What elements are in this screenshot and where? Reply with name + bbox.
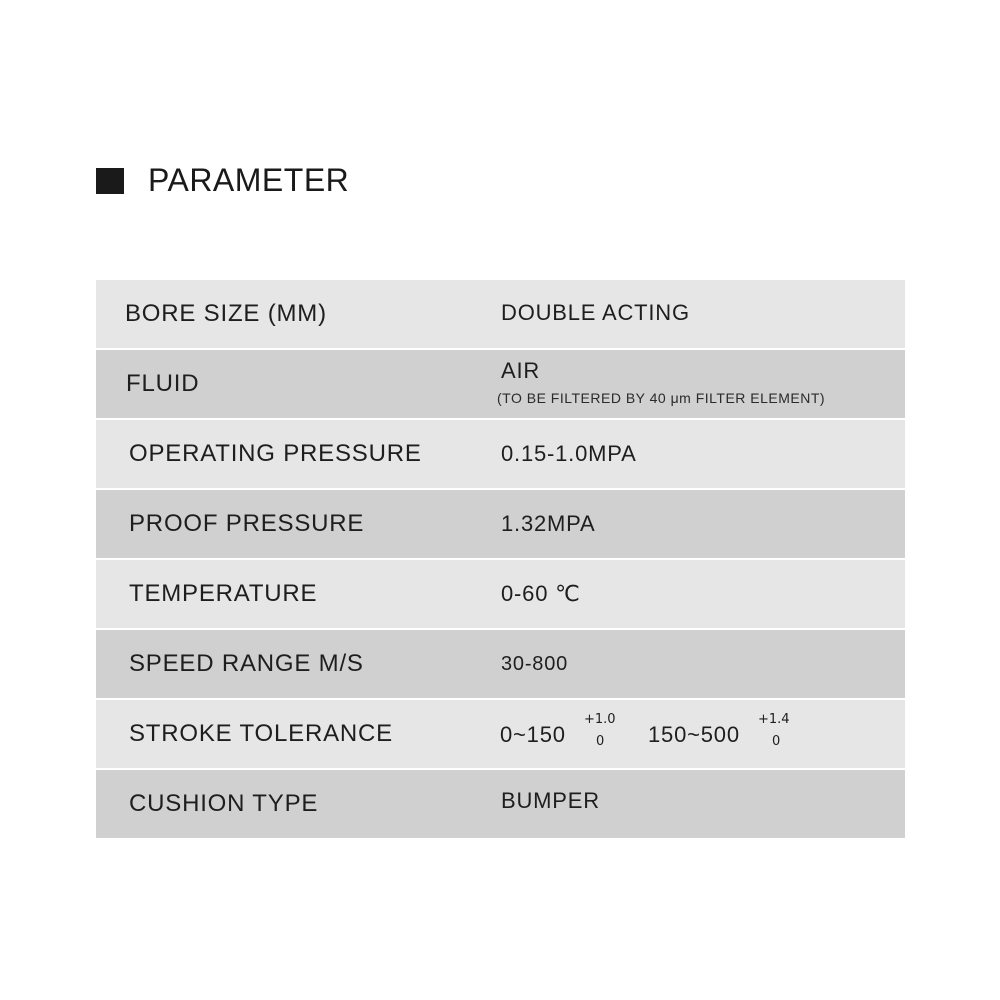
table-row: [96, 420, 905, 490]
row-value: 0.15-1.0MPA: [501, 441, 637, 466]
row-value: DOUBLE ACTING: [501, 300, 690, 325]
row-label: PROOF PRESSURE: [129, 510, 365, 537]
section-title: PARAMETER: [148, 162, 350, 198]
table-row: [96, 630, 905, 700]
section-heading: [96, 162, 349, 199]
row-note: (TO BE FILTERED BY 40 μm FILTER ELEMENT): [497, 390, 826, 406]
row-label: CUSHION TYPE: [129, 790, 319, 817]
black-square-icon: [96, 168, 124, 194]
tolerance-range: 150~500: [648, 722, 740, 747]
table-row: [96, 770, 905, 840]
table-row: [96, 560, 905, 630]
row-value: AIR: [501, 358, 541, 383]
table-row: [96, 280, 905, 350]
tolerance-lower: 0: [772, 734, 781, 749]
row-label: STROKE TOLERANCE: [129, 720, 393, 747]
row-value: BUMPER: [501, 788, 600, 813]
tolerance-upper: +1.0: [584, 712, 616, 727]
row-label: FLUID: [126, 370, 200, 397]
row-value: 1.32MPA: [501, 511, 596, 536]
tolerance-range: 0~150: [500, 722, 566, 747]
row-label: TEMPERATURE: [129, 580, 318, 607]
table-row: [96, 700, 905, 770]
row-value: 30-800: [501, 652, 569, 675]
table-row: [96, 490, 905, 560]
row-label: OPERATING PRESSURE: [129, 440, 422, 467]
parameter-table: [96, 280, 905, 840]
tolerance-upper: +1.4: [758, 712, 790, 727]
row-label: BORE SIZE (MM): [125, 300, 327, 327]
stroke-tolerance-value: [500, 700, 900, 768]
fluid-value: [497, 358, 826, 406]
row-value: 0-60 ℃: [501, 581, 581, 606]
tolerance-lower: 0: [596, 734, 605, 749]
row-label: SPEED RANGE M/S: [129, 650, 364, 677]
table-row: [96, 350, 905, 420]
